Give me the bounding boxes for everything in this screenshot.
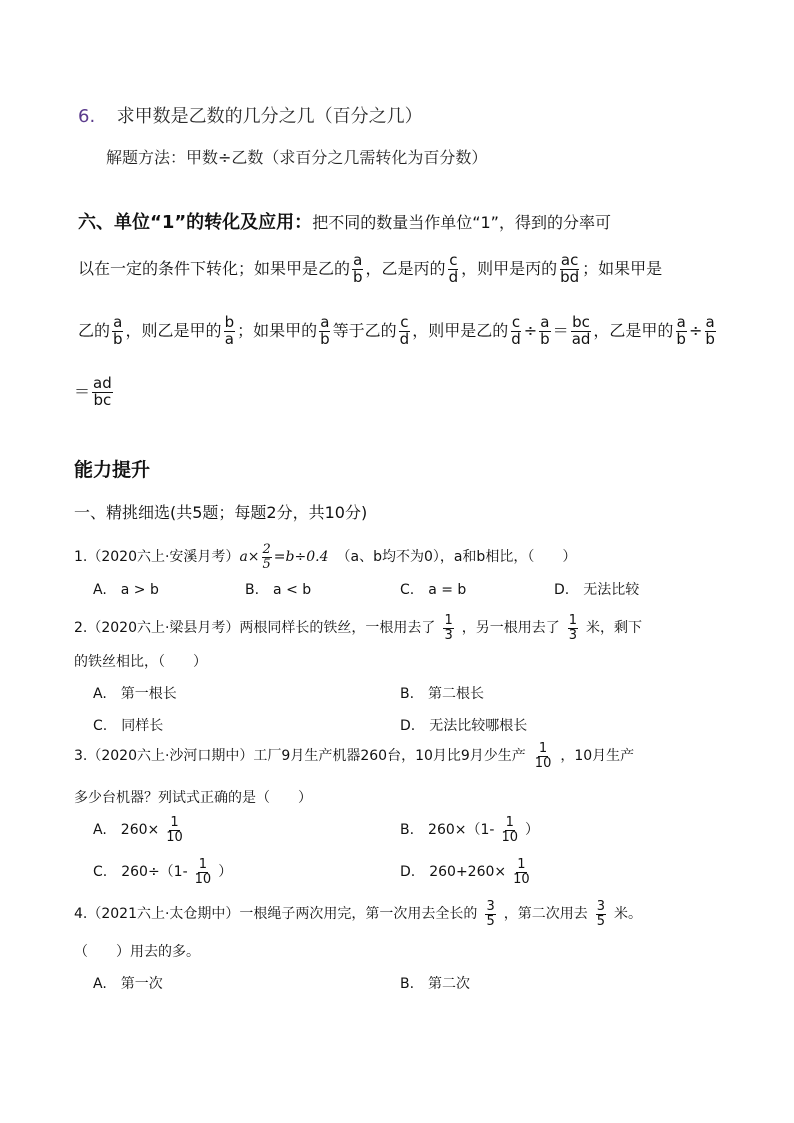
part-one-heading: 一、精挑细选(共5题；每题2分，共10分) [74, 503, 368, 522]
question-1-option-a[interactable]: A. a > b [93, 582, 159, 598]
question-4-option-a[interactable]: A. 第一次 [93, 976, 163, 992]
expression-part: a× [239, 549, 260, 566]
fraction-3-5 [596, 900, 606, 928]
denominator: b [320, 329, 330, 348]
fraction-1-10 [512, 858, 531, 886]
question-3-stem [74, 742, 634, 770]
question-text: 米。 [614, 906, 642, 923]
numerator: 1 [517, 857, 526, 872]
denominator: 3 [568, 627, 577, 643]
fraction-b-a [224, 315, 236, 348]
equals-sign: ＝ [552, 320, 569, 340]
section-six-heading: 六、单位“1”的转化及应用： [78, 212, 313, 233]
numerator: 2 [262, 542, 271, 557]
question-2-option-c[interactable]: C. 同样长 [93, 718, 164, 734]
question-text: ，另一根用去了 [461, 620, 560, 637]
question-4-stem [74, 900, 642, 928]
question-text: 4.（2021六上·太仓期中）一根绳子两次用完，第一次用去全长的 [74, 906, 478, 923]
denominator: ad [571, 329, 591, 348]
numerator: 1 [568, 613, 577, 628]
numerator: 1 [198, 857, 208, 872]
divide-sign: ÷ [523, 320, 538, 340]
fraction-ad-bc [92, 376, 113, 409]
fraction-2-5 [262, 543, 272, 571]
question-3-stem-line2: 多少台机器？列试式正确的是（ ） [74, 790, 312, 806]
text-segment: ，则乙是甲的 [125, 320, 222, 340]
fraction-1-10 [194, 858, 213, 886]
numerator: 1 [170, 815, 179, 830]
denominator: d [399, 329, 410, 348]
fraction-1-10 [165, 816, 184, 844]
fraction-c-d [448, 253, 460, 286]
text-segment: 等于乙的 [332, 320, 397, 340]
numerator: a [540, 313, 550, 331]
question-3-option-c[interactable] [93, 858, 232, 886]
fraction-1-10 [500, 816, 519, 844]
text-segment: ，乙是丙的 [365, 258, 446, 278]
numerator: b [224, 313, 235, 331]
denominator: b [113, 329, 123, 348]
denominator: b [540, 329, 550, 348]
numerator: a [353, 251, 363, 269]
numerator: a [676, 313, 686, 331]
question-source: 1.（2020六上·安溪月考） [74, 549, 240, 566]
question-text: ，第二次用去 [503, 906, 588, 923]
denominator: a [224, 329, 234, 348]
question-1-option-b[interactable]: B. a < b [245, 582, 312, 598]
question-1-option-d[interactable]: D. 无法比较 [554, 582, 640, 598]
numerator: ac [560, 251, 579, 269]
question-text: 3.（2020六上·沙河口期中）工厂9月生产机器260台，10月比9月少生产 [74, 748, 526, 765]
option-text: C. 260÷（1- [93, 864, 188, 881]
option-text: A. 260× [93, 822, 160, 839]
option-text: ） [525, 822, 540, 839]
equals-sign: ＝ [74, 381, 91, 401]
section-six-text1: 把不同的数量当作单位“1”，得到的分率可 [312, 213, 611, 232]
denominator: d [511, 329, 521, 348]
fraction-bc-ad [571, 315, 592, 348]
section-six-line1 [78, 212, 611, 234]
question-text: ，10月生产 [560, 748, 635, 765]
denominator: d [448, 267, 459, 286]
section-six-line3 [78, 315, 718, 348]
fraction-1-10 [534, 742, 553, 770]
question-text: 米，剩下 [586, 620, 642, 637]
numerator: 1 [505, 815, 514, 830]
fraction-a-b [704, 315, 716, 348]
denominator: bd [560, 267, 580, 286]
divide-sign: ÷ [688, 320, 703, 340]
numerator: 1 [444, 613, 453, 628]
denominator: b [353, 267, 363, 286]
option-text: D. 260+260× [400, 864, 507, 881]
denominator: 10 [501, 829, 519, 845]
denominator: b [676, 329, 686, 348]
numerator: ad [93, 374, 112, 392]
denominator: 5 [486, 913, 495, 929]
option-text: B. 260×（1- [400, 822, 495, 839]
fraction-a-b [112, 315, 124, 348]
section-six-line4 [74, 376, 115, 409]
denominator: 10 [513, 871, 530, 887]
denominator: 5 [596, 913, 605, 929]
ability-title: 能力提升 [74, 459, 151, 481]
text-segment: 乙的 [78, 320, 111, 340]
question-4-stem-line2: （ ）用去的多。 [74, 944, 200, 960]
section-title-text: 求甲数是乙数的几分之几（百分之几） [116, 106, 423, 127]
numerator: c [449, 251, 458, 269]
denominator: 10 [166, 829, 183, 845]
denominator: bc [93, 390, 112, 409]
fraction-ac-bd [559, 253, 580, 286]
denominator: b [705, 329, 715, 348]
question-3-option-a[interactable] [93, 816, 186, 844]
text-segment: ，则甲是乙的 [412, 320, 509, 340]
fraction-1-3 [443, 614, 453, 642]
numerator: 3 [486, 899, 495, 914]
solution-method: 解题方法：甲数÷乙数（求百分之几需转化为百分数） [106, 148, 488, 167]
numerator: c [511, 313, 521, 331]
numerator: bc [572, 313, 590, 331]
section-number: 6. [78, 106, 96, 127]
question-2-option-b[interactable]: B. 第二根长 [400, 686, 485, 702]
text-segment: ，则甲是丙的 [461, 258, 558, 278]
question-3-option-d[interactable] [400, 858, 533, 886]
option-text: ） [218, 864, 233, 881]
question-text: （a、b均不为0），a和b相比，（ ） [336, 549, 577, 566]
fraction-a-b [539, 315, 551, 348]
text-segment: ，乙是甲的 [593, 320, 674, 340]
fraction-3-5 [485, 900, 495, 928]
numerator: c [400, 313, 409, 331]
fraction-1-3 [568, 614, 578, 642]
numerator: a [320, 313, 330, 331]
denominator: 3 [444, 627, 453, 643]
question-2-option-d[interactable]: D. 无法比较哪根长 [400, 718, 528, 734]
section-6-title [78, 106, 423, 128]
numerator: a [113, 313, 123, 331]
numerator: 3 [596, 899, 605, 914]
text-segment: 以在一定的条件下转化；如果甲是乙的 [78, 258, 351, 278]
question-4-option-b[interactable]: B. 第二次 [400, 976, 471, 992]
question-text: 2.（2020六上·梁县月考）两根同样长的铁丝，一根用去了 [74, 620, 436, 637]
denominator: 10 [194, 871, 212, 887]
denominator: 10 [534, 755, 552, 771]
question-1-option-c[interactable]: C. a = b [400, 582, 467, 598]
text-segment: ；如果甲是 [582, 258, 663, 278]
fraction-a-b [319, 315, 331, 348]
question-2-stem-line2: 的铁丝相比，（ ） [74, 654, 207, 670]
fraction-a-b [352, 253, 364, 286]
numerator: 1 [538, 741, 548, 756]
section-six-line2 [78, 253, 662, 286]
numerator: a [705, 313, 715, 331]
denominator: 5 [262, 556, 271, 572]
text-segment: ；如果甲的 [237, 320, 318, 340]
question-1-stem [74, 543, 576, 571]
fraction-a-b [675, 315, 687, 348]
fraction-c-d [510, 315, 522, 348]
expression-part: =b÷0.4 [273, 549, 329, 566]
fraction-c-d [399, 315, 411, 348]
question-2-option-a[interactable]: A. 第一根长 [93, 686, 177, 702]
question-3-option-b[interactable] [400, 816, 539, 844]
question-2-stem [74, 614, 642, 642]
